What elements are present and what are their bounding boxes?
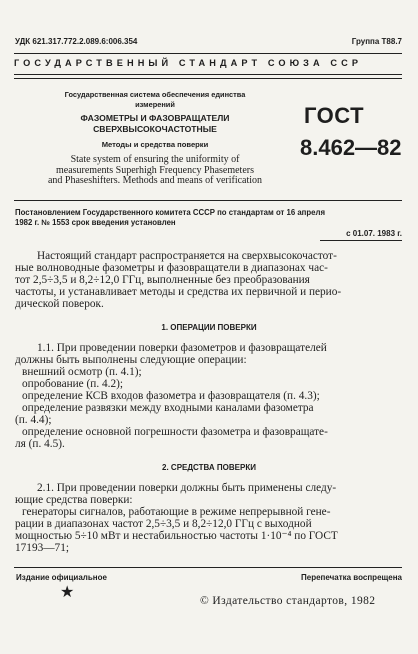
publisher-copyright: © Издательство стандартов, 1982 [200, 595, 376, 607]
section-1-line-8: определение основной погрешности фазометра и фазовращате- [22, 426, 328, 438]
title-line-1: ФАЗОМЕТРЫ И ФАЗОВРАЩАТЕЛИ [80, 113, 230, 123]
section-1-line-7: (п. 4.4); [15, 414, 52, 426]
gost-number: 8.462—82 [300, 135, 402, 160]
footer-rule [14, 567, 402, 568]
intro-line-2: ные волноводные фазометры и фазовращатели в диапазонах час- [15, 262, 328, 274]
intro-line-4: частоты, и устанавливает методы и средства их первичной и перио- [15, 286, 342, 298]
section-1-line-6: определение развязки между входными каналами фазометра [22, 402, 314, 414]
english-title-line-1: State system of ensuring the uniformity of [70, 154, 240, 165]
decree-line-1: Постановлением Государственного комитета СССР по стандартам от 16 апреля [15, 208, 325, 217]
section-2-line-6: 17193—71; [15, 542, 69, 554]
star-icon: ★ [60, 584, 75, 601]
section-2-line-1: 2.1. При проведении поверки должны быть применены следу- [37, 482, 337, 494]
effective-date: с 01.07. 1983 г. [346, 229, 402, 238]
title-line-2: СВЕРХВЫСОКОЧАСТОТНЫЕ [93, 124, 217, 134]
section-1-line-9: ля (п. 4.5). [15, 438, 65, 450]
decree-line-2: 1982 г. № 1553 срок введения установлен [15, 218, 176, 227]
system-line-1: Государственная система обеспечения единства [64, 90, 246, 99]
methods-subtitle: Методы и средства поверки [101, 140, 209, 149]
section-2-line-2: ющие средства поверки: [15, 494, 133, 506]
section-1-line-5: определение КСВ входов фазометра и фазовращателя (п. 4.3); [22, 390, 320, 402]
decree-rule [14, 200, 402, 201]
banner-rule-1 [14, 74, 402, 75]
section-1-line-1: 1.1. При проведении поверки фазометров и фазовращателей [37, 342, 327, 354]
udk-code: УДК 621.317.772.2.089.6:006.354 [15, 37, 138, 46]
intro-line-1: Настоящий стандарт распространяется на сверхвысокочастот- [37, 250, 337, 262]
gost-label: ГОСТ [304, 103, 365, 128]
intro-line-3: тот 2,5÷3,5 и 8,2÷12,0 ГГц, выполненные без преобразования [15, 274, 310, 286]
intro-line-5: дической поверок. [15, 298, 104, 310]
section-2-heading: 2. СРЕДСТВА ПОВЕРКИ [162, 463, 256, 472]
effective-date-underline [320, 240, 402, 241]
standard-banner: ГОСУДАРСТВЕННЫЙ СТАНДАРТ СОЮЗА ССР [14, 58, 363, 68]
english-title-line-2: measurements Superhigh Frequency Phasemeters [55, 165, 254, 176]
section-2-line-5: мощностью 5÷10 мВт и нестабильностью частоты 1·10⁻⁴ по ГОСТ [15, 530, 338, 542]
top-rule [14, 53, 402, 54]
group-code: Группа Т88.7 [351, 37, 402, 46]
section-2-line-4: рации в диапазонах частот 2,5÷3,5 и 8,2÷12,0 ГГц с выходной [15, 518, 312, 530]
section-1-line-4: опробование (п. 4.2); [22, 378, 123, 390]
official-edition-label: Издание официальное [16, 573, 107, 582]
system-line-2: измерений [135, 100, 175, 109]
section-1-heading: 1. ОПЕРАЦИИ ПОВЕРКИ [161, 323, 257, 332]
reprint-prohibited-label: Перепечатка воспрещена [301, 573, 402, 582]
banner-rule-2 [14, 78, 402, 79]
english-title-line-3: and Phaseshifters. Methods and means of verification [47, 175, 263, 186]
section-1-line-2: должны быть выполнены следующие операции: [15, 354, 247, 366]
section-1-line-3: внешний осмотр (п. 4.1); [22, 366, 142, 378]
section-2-line-3: генераторы сигналов, работающие в режиме непрерывной гене- [22, 506, 331, 518]
